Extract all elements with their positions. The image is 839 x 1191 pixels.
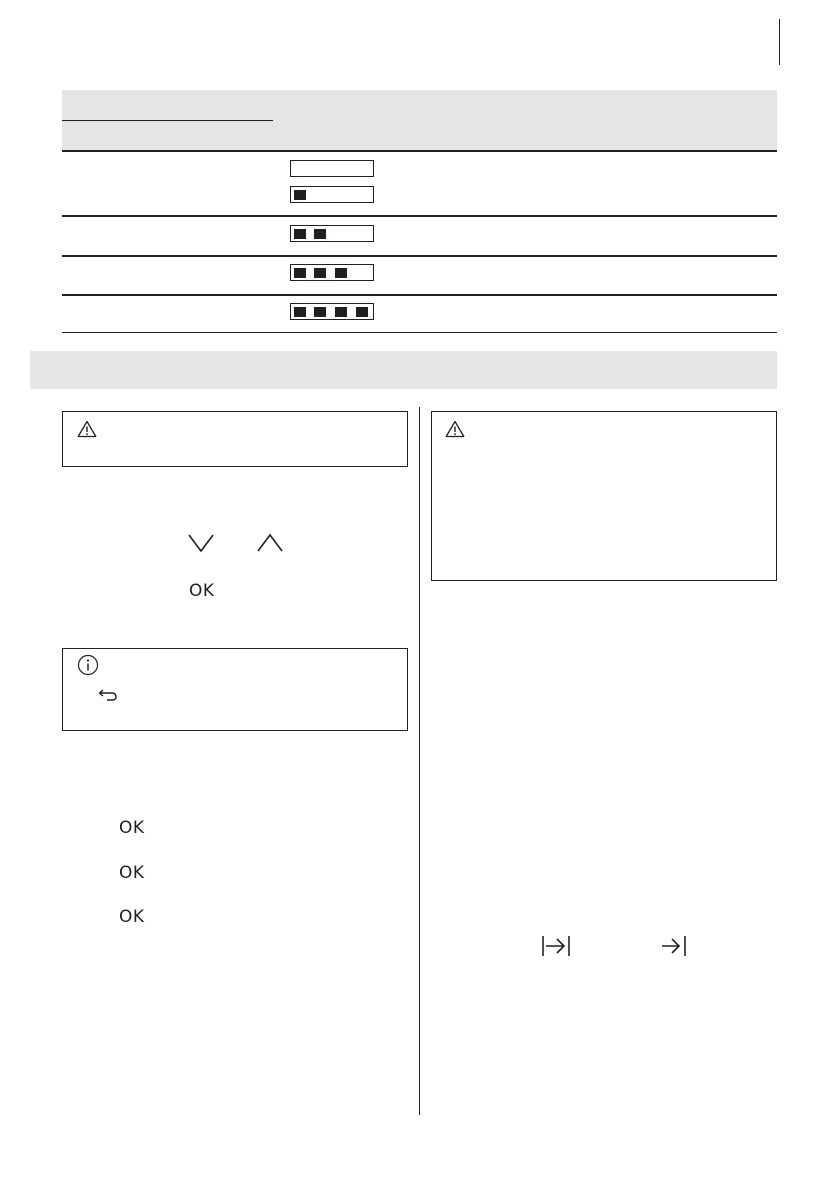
table-rule — [62, 255, 777, 257]
back-arrow-icon — [96, 689, 118, 703]
indicator-segment — [294, 268, 306, 278]
level-indicator-0 — [290, 160, 374, 177]
ok-button-symbol: OK — [119, 863, 145, 883]
table-rule — [62, 294, 777, 296]
indicator-segment — [335, 307, 347, 317]
arrow-right-bar-icon — [661, 935, 687, 957]
table-rule — [62, 150, 777, 152]
table-rule — [62, 332, 777, 333]
ok-button-symbol: OK — [119, 818, 145, 838]
arrow-to-bar-icon — [541, 935, 571, 957]
table-header-underline — [62, 120, 273, 121]
warning-box-left — [62, 411, 408, 467]
ok-button-symbol: OK — [119, 907, 145, 927]
info-box — [62, 648, 408, 731]
indicator-segment — [294, 229, 306, 239]
indicator-segment — [294, 190, 306, 200]
indicator-segment — [294, 307, 306, 317]
chevron-down-icon — [187, 533, 215, 553]
level-indicator-4 — [290, 303, 374, 320]
indicator-segment — [314, 268, 326, 278]
ok-button-symbol: OK — [189, 581, 215, 601]
chevron-up-icon — [256, 533, 284, 553]
warning-triangle-icon — [77, 420, 97, 438]
level-indicator-1 — [290, 186, 374, 203]
crop-mark — [779, 19, 780, 65]
column-divider — [419, 407, 420, 1115]
warning-triangle-icon — [445, 420, 465, 438]
indicator-segment — [335, 268, 347, 278]
warning-box-right — [431, 411, 777, 581]
level-indicator-2 — [290, 225, 374, 242]
indicator-segment — [314, 229, 326, 239]
table-rule — [62, 215, 777, 217]
info-circle-icon — [77, 654, 99, 676]
indicator-segment — [314, 307, 326, 317]
section-header-bar — [30, 351, 777, 389]
level-indicator-3 — [290, 264, 374, 281]
indicator-segment — [356, 307, 368, 317]
